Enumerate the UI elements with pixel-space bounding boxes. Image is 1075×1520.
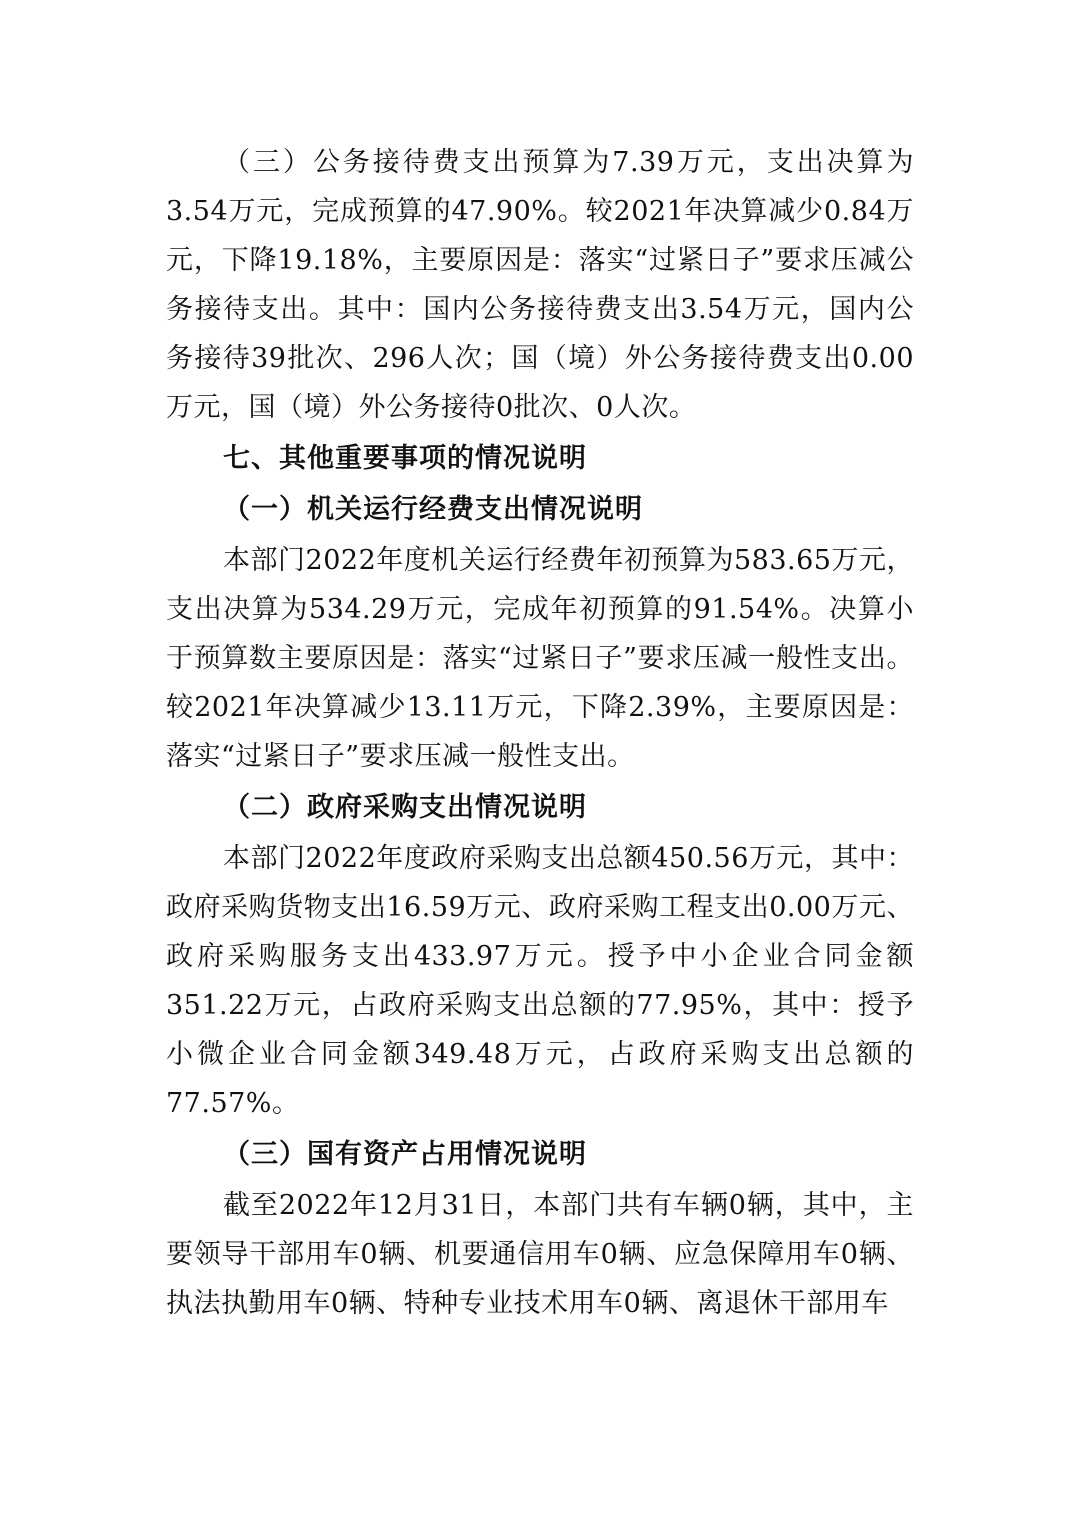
paragraph-government-procurement: 本部门2022年度政府采购支出总额450.56万元，其中：政府采购货物支出16.59万元、政府采购工程支出0.00万元、政府采购服务支出433.97万元。授予中小企业合同金额351.22万元，占政府采购支出总额的77.95%，其中：授予小微企业合同金额349.48万元，占政府采购支出总额的77.57%。: [166, 843, 914, 1119]
paragraph-reception-expense: （三）公务接待费支出预算为7.39万元，支出决算为3.54万元，完成预算的47.90%。较2021年决算减少0.84万元，下降19.18%，主要原因是：落实“过紧日子”要求压减公务接待支出。其中：国内公务接待费支出3.54万元，国内公务接待39批次、296人次；国（境）外公务接待费支出0.00万元，国（境）外公务接待0批次、0人次。: [166, 147, 914, 423]
paragraph-operating-expense: 本部门2022年度机关运行经费年初预算为583.65万元，支出决算为534.29万元，完成年初预算的91.54%。决算小于预算数主要原因是：落实“过紧日子”要求压减一般性支出。较2021年决算减少13.11万元，下降2.39%，主要原因是：落实“过紧日子”要求压减一般性支出。: [166, 545, 914, 772]
subsection-operating-title: （一）机关运行经费支出情况说明: [223, 494, 643, 525]
paragraph-state-assets: 截至2022年12月31日，本部门共有车辆0辆，其中，主要领导干部用车0辆、机要通信用车0辆、应急保障用车0辆、执法执勤用车0辆、特种专业技术用车0辆、离退休干部用车: [166, 1190, 914, 1319]
subsection-assets-title: （三）国有资产占用情况说明: [223, 1139, 587, 1170]
section-seven-title: 七、其他重要事项的情况说明: [223, 443, 587, 474]
subsection-procurement-title: （二）政府采购支出情况说明: [223, 792, 587, 823]
document-body: [166, 138, 914, 1328]
